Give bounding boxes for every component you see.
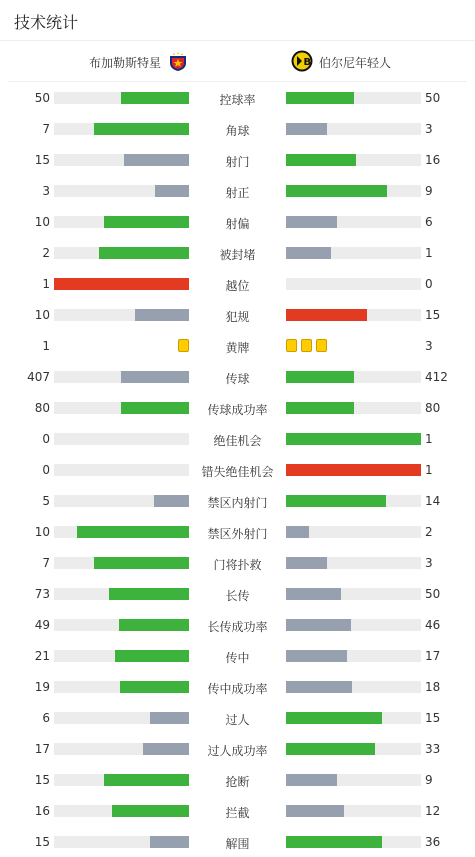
home-stat-bar-fill [143,743,189,755]
away-stat-bar-fill [286,743,375,755]
away-stat-bar-fill [286,247,331,259]
yellow-card-icon [316,339,327,352]
away-stat-bar [286,526,421,538]
away-stat-value: 9 [425,773,433,787]
away-stat-bar [286,805,421,817]
away-stat-bar [286,650,421,662]
stat-row [0,305,475,325]
away-stat-bar [286,154,421,166]
home-stat-value: 50 [34,91,50,105]
away-stat-value: 50 [425,587,441,601]
away-team-name[interactable]: 伯尔尼年轻人 [319,56,392,70]
stat-label: 传球 [225,372,250,386]
stat-row [0,336,475,356]
home-stat-bar-fill [104,216,189,228]
home-stat-value: 0 [42,432,50,446]
home-stat-bar-fill [115,650,189,662]
away-stat-bar-fill [286,495,386,507]
yellow-card-icon [286,339,297,352]
home-stat-value: 80 [34,401,50,415]
away-stat-value: 412 [425,370,448,384]
away-stat-bar-fill [286,402,354,414]
home-stat-bar-fill [121,371,189,383]
stat-label: 控球率 [219,93,256,107]
home-stat-value: 10 [34,215,50,229]
away-stat-bar [286,557,421,569]
home-stat-bar [54,433,189,445]
stat-row [0,677,475,697]
away-stat-bar [286,278,421,290]
stat-label: 拦截 [225,806,250,820]
stat-row [0,367,475,387]
away-stat-bar-fill [286,309,367,321]
stat-label: 传中 [225,651,250,665]
away-stat-bar-fill [286,619,351,631]
stat-row [0,212,475,232]
home-stat-bar-fill [121,402,189,414]
away-stat-value: 0 [425,277,433,291]
away-stat-bar-fill [286,805,344,817]
stat-label: 角球 [225,124,250,138]
stat-row [0,274,475,294]
home-stat-bar [54,836,189,848]
away-stat-bar-fill [286,557,327,569]
home-stat-bar [54,619,189,631]
away-stat-bar [286,774,421,786]
stat-label: 犯规 [225,310,250,324]
home-stat-value: 10 [34,525,50,539]
away-stat-value: 14 [425,494,441,508]
stat-row [0,119,475,139]
home-stat-bar [54,92,189,104]
stat-label: 抢断 [225,775,250,789]
stat-label: 过人成功率 [207,744,268,758]
away-stat-bar [286,247,421,259]
home-stat-bar [54,805,189,817]
away-stat-value: 6 [425,215,433,229]
home-stat-bar [54,154,189,166]
home-stat-bar [54,557,189,569]
home-stat-bar [54,464,189,476]
home-stat-bar [54,650,189,662]
stat-row [0,150,475,170]
away-stat-value: 18 [425,680,441,694]
svg-text:B: B [303,57,312,68]
away-stat-bar [286,681,421,693]
home-stat-value: 0 [42,463,50,477]
away-stat-bar [286,495,421,507]
home-stat-bar-fill [119,619,189,631]
teams-header [8,41,467,82]
home-stat-value: 73 [34,587,50,601]
home-stat-bar [54,185,189,197]
away-stat-value: 1 [425,246,433,260]
away-stat-value: 1 [425,432,433,446]
home-stat-bar-fill [94,123,189,135]
home-stat-bar [54,216,189,228]
home-stat-bar [54,247,189,259]
away-stat-bar [286,216,421,228]
away-stat-value: 12 [425,804,441,818]
stat-row [0,398,475,418]
away-stat-bar [286,309,421,321]
away-stat-bar [286,743,421,755]
away-stat-value: 3 [425,122,433,136]
home-stat-value: 2 [42,246,50,260]
home-stat-value: 407 [27,370,50,384]
away-stat-bar-fill [286,433,421,445]
stat-label: 射正 [225,186,250,200]
yellow-card-icon [178,339,189,352]
away-stat-bar-fill [286,464,421,476]
stat-label: 过人 [225,713,250,727]
away-stat-bar-fill [286,774,337,786]
away-stat-bar [286,402,421,414]
away-stat-bar [286,185,421,197]
away-stat-value: 80 [425,401,441,415]
page-title: 技术统计 [14,13,79,32]
home-stat-value: 10 [34,308,50,322]
away-stat-bar-fill [286,712,382,724]
stat-row [0,708,475,728]
stat-row [0,584,475,604]
home-stat-value: 3 [42,184,50,198]
home-stat-bar [54,774,189,786]
stat-label: 越位 [225,279,250,293]
home-stat-bar-fill [109,588,189,600]
away-stat-bar-fill [286,185,387,197]
home-stat-bar-fill [112,805,189,817]
home-stat-bar-fill [54,278,189,290]
stat-label: 长传成功率 [207,620,268,634]
away-stat-bar-fill [286,216,337,228]
stat-label: 门将扑救 [213,558,262,572]
away-stat-value: 3 [425,556,433,570]
home-stat-bar-fill [154,495,189,507]
stat-row [0,615,475,635]
away-stat-value: 46 [425,618,441,632]
away-stat-bar [286,92,421,104]
home-stat-value: 16 [34,804,50,818]
away-stat-value: 33 [425,742,441,756]
stat-row [0,770,475,790]
home-stat-value: 1 [42,339,50,353]
stat-label: 错失绝佳机会 [201,465,274,479]
stat-label: 解围 [225,837,250,851]
stat-row [0,243,475,263]
home-stat-bar-fill [150,836,189,848]
header [0,0,475,41]
home-stat-bar [54,495,189,507]
home-stat-bar-fill [120,681,189,693]
away-stat-bar [286,371,421,383]
home-stat-bar-fill [135,309,189,321]
home-stat-value: 7 [42,556,50,570]
away-stat-value: 16 [425,153,441,167]
home-stat-bar [54,526,189,538]
home-team-logo-icon[interactable] [167,50,189,72]
away-stat-bar-fill [286,371,354,383]
away-stat-value: 50 [425,91,441,105]
away-stat-bar-fill [286,836,382,848]
away-stat-bar-fill [286,154,356,166]
away-stat-value: 15 [425,711,441,725]
home-stat-bar-fill [94,557,189,569]
stat-label: 黄牌 [225,341,250,355]
home-stat-value: 17 [34,742,50,756]
stat-label: 绝佳机会 [213,434,262,448]
home-stat-bar-fill [104,774,189,786]
stat-row [0,181,475,201]
away-stat-bar [286,619,421,631]
home-stat-value: 5 [42,494,50,508]
stat-row [0,460,475,480]
stat-label: 传球成功率 [207,403,268,417]
stat-row [0,491,475,511]
stat-row [0,553,475,573]
home-stat-bar-fill [99,247,189,259]
stat-row [0,801,475,821]
stat-label: 长传 [225,589,250,603]
away-stat-bar [286,588,421,600]
home-stat-bar-fill [121,92,189,104]
home-stat-bar [54,123,189,135]
home-stat-value: 6 [42,711,50,725]
stat-label: 射偏 [225,217,250,231]
home-stat-value: 1 [42,277,50,291]
stat-row [0,88,475,108]
home-stat-bar-fill [150,712,189,724]
home-stat-value: 15 [34,773,50,787]
away-team-logo-icon[interactable] [291,50,313,72]
away-stat-bar-fill [286,650,347,662]
stat-row [0,522,475,542]
away-stat-value: 36 [425,835,441,849]
away-stat-bar-fill [286,588,341,600]
stat-row [0,429,475,449]
home-team-name[interactable]: 布加勒斯特星 [88,56,161,70]
stat-label: 射门 [225,155,250,169]
away-stat-value: 1 [425,463,433,477]
away-stat-bar-fill [286,526,309,538]
home-stat-bar [54,278,189,290]
stat-label: 禁区外射门 [207,527,268,541]
home-stat-bar [54,743,189,755]
away-stat-value: 9 [425,184,433,198]
home-stat-bar-fill [124,154,189,166]
stat-label: 禁区内射门 [207,496,268,510]
stat-row [0,646,475,666]
away-stat-value: 17 [425,649,441,663]
away-yellow-cards [286,339,331,352]
home-stat-bar [54,681,189,693]
home-stat-bar [54,402,189,414]
home-stat-value: 49 [34,618,50,632]
away-stat-value: 15 [425,308,441,322]
home-stat-bar [54,309,189,321]
stat-label: 被封堵 [219,248,256,262]
home-stat-bar [54,371,189,383]
away-stat-bar [286,712,421,724]
away-stat-bar [286,123,421,135]
home-stat-bar [54,712,189,724]
away-stat-bar-fill [286,681,352,693]
home-stat-value: 7 [42,122,50,136]
home-stat-value: 15 [34,835,50,849]
yellow-card-icon [301,339,312,352]
home-stat-bar-fill [77,526,189,538]
home-stat-value: 21 [34,649,50,663]
home-yellow-cards [174,339,189,352]
stat-row [0,739,475,759]
home-stat-value: 15 [34,153,50,167]
away-stat-bar-fill [286,123,327,135]
home-stat-bar [54,588,189,600]
away-stat-value: 3 [425,339,433,353]
away-stat-value: 2 [425,525,433,539]
away-stat-bar [286,433,421,445]
home-stat-value: 19 [34,680,50,694]
stat-row [0,832,475,852]
away-stat-bar [286,836,421,848]
home-stat-bar-fill [155,185,189,197]
stat-label: 传中成功率 [207,682,268,696]
away-stat-bar [286,464,421,476]
away-stat-bar-fill [286,92,354,104]
